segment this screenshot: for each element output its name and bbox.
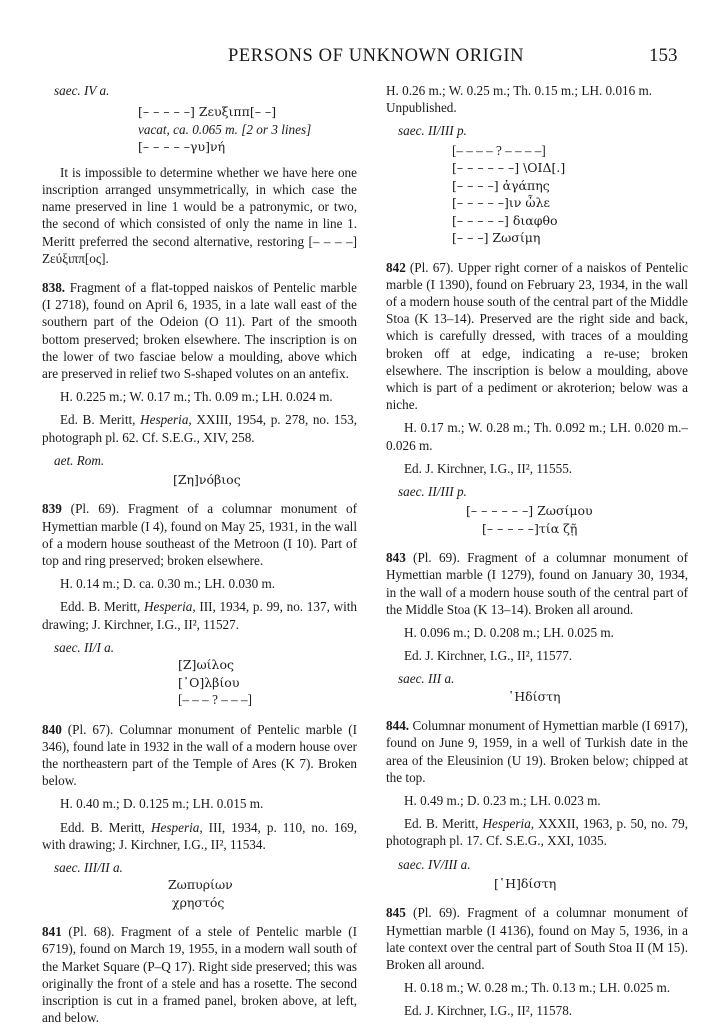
- entry-839-edition: [42, 598, 357, 632]
- entry-845-description: (Pl. 69). Fragment of a columnar monument of Hymettian marble (I 4136), found on May 5, 1936, in a late context over the central part of South Stoa II (M 15). Broken all around.: [386, 905, 689, 972]
- edition-editor: Ed. B. Meritt,: [60, 412, 136, 428]
- entry-838-edition: [42, 411, 357, 445]
- entry-842-inscription-line: [– – – – – –] Ζωσίμου: [466, 503, 593, 519]
- entry-839-inscription-line: [᾿Ο]λβίου: [178, 674, 240, 690]
- entry-842-number: 842: [386, 259, 406, 275]
- entry-841-inscription-line: [– – – – – –] \ΟΙΔ[.]: [452, 160, 566, 176]
- entry-841-measurements: H. 0.26 m.; W. 0.25 m.; Th. 0.15 m.; LH. 0.016 m.: [386, 83, 653, 98]
- entry-839-description: (Pl. 69). Fragment of a columnar monument of Hymettian marble (I 4), found on May 25, 1931, in the wall of a modern house southeast of the Metroon (I 10). Part of top and ring preserved; broken elsewhere.: [42, 501, 358, 569]
- entry-843-date: saec. III a.: [398, 671, 455, 687]
- entry-839-date: saec. II/I a.: [54, 639, 115, 655]
- entry-844: [386, 717, 688, 892]
- entry-843-inscription: ῾Ηδίστη: [508, 688, 561, 704]
- entry-840-inscription-line: χρηστός: [172, 894, 225, 910]
- entry-840-date: saec. III/II a.: [54, 860, 123, 875]
- entry-841-inscription-line: [– – – –] ἀγάπης: [452, 177, 550, 193]
- entry-843-edition: Ed. J. Kirchner, I.G., II², 11577.: [404, 648, 573, 664]
- entry-843-number: 843: [386, 550, 406, 566]
- edition-editor: Edd. B. Meritt,: [60, 819, 145, 835]
- entry-840-description: (Pl. 67). Columnar monument of Pentelic marble (I 346), found late in 1932 in the wall of a modern house over the northeastern part of the Temple of Ares (K 7). Broken below.: [42, 721, 358, 789]
- entry-844-inscription: [῾Η]δίστη: [494, 875, 557, 891]
- journal-title: Hesperia,: [150, 819, 203, 835]
- entry-839-inscription-line: [Ζ]ωίλος: [178, 657, 234, 673]
- entry-838: [42, 279, 357, 489]
- journal-title: Hesperia,: [143, 599, 196, 615]
- entry-839-measurements: H. 0.14 m.; D. ca. 0.30 m.; LH. 0.030 m.: [60, 576, 276, 592]
- entry-843-measurements: H. 0.096 m.; D. 0.208 m.; LH. 0.025 m.: [404, 625, 614, 641]
- entry-842-edition: Ed. J. Kirchner, I.G., II², 11555.: [404, 460, 573, 476]
- entry-841: [42, 923, 357, 1026]
- entry-841-inscription-line: [– – – – –]ιν ὦλε: [452, 195, 550, 211]
- edition-editor: Edd. B. Meritt,: [60, 599, 141, 615]
- entry-845-measurements: H. 0.18 m.; W. 0.28 m.; Th. 0.13 m.; LH. 0.025 m.: [404, 980, 671, 996]
- entry-842-date: saec. II/III p.: [398, 484, 467, 500]
- entry-844-description: Columnar monument of Hymettian marble (I 6917), found on June 9, 1959, in a well of Turkish date in the area of the Eleusinion (U 19). Broken below; chipped at the top.: [386, 718, 689, 785]
- right-column: [386, 82, 688, 1020]
- entry-842-description: (Pl. 67). Upper right corner of a naiskos of Pentelic marble (I 1390), found on February 23, 1934, in the wall of a modern house south of the central part of the Middle Stoa (K 13–14). Preserved are the right side and back, which is carefully dressed, with traces of a moulding broken off at edge, indicating a re-use; broken elsewhere. The inscription is below a moulding, above which is part of a pediment or akroterion; below was a niche.: [386, 259, 688, 413]
- entry-838-description: Fragment of a flat-topped naiskos of Pentelic marble (I 2718), found on April 6, 1935, in a late wall east of the southern part of the Odeion (O 11). Part of the smooth bottom preserved; broken elsewhere. The inscription is on the lower of two fasciae below a moulding, above which are preserved in relief two S-shaped volutes on an antefix.: [42, 279, 357, 381]
- entry-841-description: (Pl. 68). Fragment of a stele of Pentelic marble (I 6719), found on March 19, 1955, in a modern wall south of the Market Square (P–Q 17). Right side preserved; this was originally the front of a stele and has a rosette. The second inscription is cut in a framed panel, broken above, at left, and below.: [42, 924, 357, 1026]
- edition-reference: XXXII, 1963, p. 50, no. 79, photograph pl. 17. Cf. S.E.G., XXI, 1035.: [386, 816, 689, 849]
- edition-reference: III, 1934, p. 99, no. 137, with drawing; J. Kirchner, I.G., II², 11527.: [42, 599, 358, 632]
- entry-837-continued: [42, 82, 357, 267]
- journal-title: Hesperia,: [140, 412, 192, 428]
- entry-839: [42, 500, 357, 708]
- entry-837-vacat: vacat, ca. 0.065 m. [2 or 3 lines]: [138, 121, 312, 137]
- entry-838-number: 838.: [42, 279, 66, 295]
- edition-reference: XXIII, 1954, p. 278, no. 153, photograph pl. 62. Cf. S.E.G., XIV, 258.: [42, 412, 357, 445]
- entry-840: [42, 721, 357, 912]
- entry-837-commentary: It is impossible to determine whether we have here one inscription arranged unsymmetrically, in which case the name preserved in line 1 would be a patronymic, or two, the second of which consisted of only the name in line 1. Meritt preferred the second alternative, restoring [– – – –] Ζεύξιππ[ος].: [42, 164, 357, 266]
- entry-837-inscription-line: [– – – – –γυ]νή: [138, 139, 226, 155]
- page-header: [0, 0, 725, 70]
- entry-843-description: (Pl. 69). Fragment of a columnar monument of Hymettian marble (I 1279), found on January 30, 1934, in the wall of a modern house south of the central part of the Middle Stoa (K 13–14). Broken all around.: [386, 550, 689, 617]
- entry-843: [386, 549, 688, 705]
- entry-844-edition: [386, 815, 688, 849]
- entry-840-measurements: H. 0.40 m.; D. 0.125 m.; LH. 0.015 m.: [60, 796, 264, 812]
- entry-841-date: saec. II/III p.: [398, 123, 467, 139]
- entry-845: [386, 904, 688, 1019]
- entry-842-measurements: H. 0.17 m.; W. 0.28 m.; Th. 0.092 m.; LH. 0.020 m.–0.026 m.: [386, 420, 688, 453]
- edition-editor: Ed. B. Meritt,: [404, 816, 479, 832]
- entry-840-number: 840: [42, 721, 62, 737]
- entry-838-inscription: [Ζη]νόβιος: [173, 471, 241, 487]
- left-column: [42, 82, 357, 1026]
- entry-841-inscription-line: [– – – – ? – – – –]: [452, 142, 546, 158]
- entry-838-date: aet. Rom.: [54, 452, 105, 468]
- entry-838-measurements: H. 0.225 m.; W. 0.17 m.; Th. 0.09 m.; LH. 0.024 m.: [60, 389, 333, 405]
- page-number: 153: [649, 45, 678, 66]
- entry-841-inscription-line: [– – –] Ζωσίμη: [452, 230, 541, 246]
- entry-844-measurements: H. 0.49 m.; D. 0.23 m.; LH. 0.023 m.: [404, 792, 601, 808]
- entry-841-number: 841: [42, 924, 62, 940]
- entry-842: [386, 259, 688, 538]
- edition-reference: III, 1934, p. 110, no. 169, with drawing; J. Kirchner, I.G., II², 11534.: [42, 819, 357, 852]
- entry-845-number: 845: [386, 905, 406, 921]
- entry-840-inscription-line: Ζωπυρίων: [168, 877, 233, 893]
- entry-844-number: 844.: [386, 718, 410, 734]
- entry-839-number: 839: [42, 501, 62, 517]
- entry-837-inscription-line: [– – – – –] Ζευξιππ[– –]: [138, 104, 277, 120]
- entry-837-date: saec. IV a.: [54, 83, 110, 98]
- running-title: PERSONS OF UNKNOWN ORIGIN: [228, 46, 525, 66]
- entry-839-inscription-line: [– – – ? – – –]: [178, 692, 252, 708]
- entry-842-inscription-line: [– – – – –]τία ζῇ: [482, 520, 578, 536]
- entry-841-inscription-line: [– – – – –] διαφθο: [452, 212, 558, 228]
- journal-title: Hesperia,: [482, 816, 535, 832]
- entry-840-edition: [42, 819, 357, 853]
- entry-841-continued: [386, 82, 688, 247]
- entry-845-edition: Ed. J. Kirchner, I.G., II², 11578.: [404, 1003, 573, 1019]
- entry-841-status: Unpublished.: [386, 100, 457, 116]
- entry-844-date: saec. IV/III a.: [398, 856, 471, 872]
